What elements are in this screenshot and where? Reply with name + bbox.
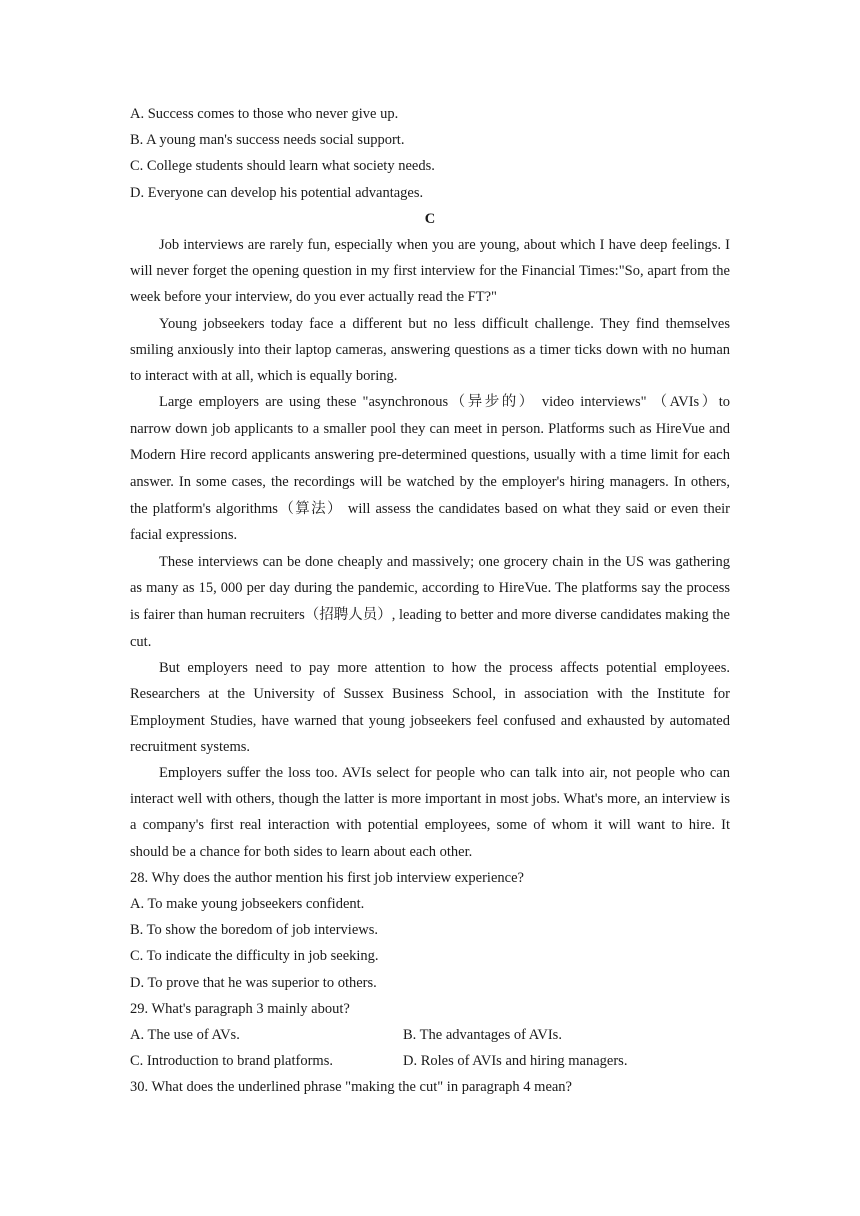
q29-options-row-1 <box>130 1022 730 1048</box>
prev-option-d: D. Everyone can develop his potential advantages. <box>130 184 424 201</box>
q29-option-c: C. Introduction to brand platforms. <box>130 1053 333 1070</box>
section-label: C <box>424 210 436 227</box>
q28-option-a: A. To make young jobseekers confident. <box>130 896 365 912</box>
paragraph-3: Large employers are using these "asynchronous（异步的） video interviews" （AVIs）to narrow down job applicants to a smaller pool they can meet in person. Platforms such as HireVue and Modern Hire record applicants answering pre-determined questions, usually with a time limit for each answer. In some cases, the recordings will be watched by the employer's hiring managers. In others, the platform's algorithms（算法） will assess the candidates based on what they said or even their facial expressions. <box>130 394 730 544</box>
prev-option-b: B. A young man's success needs social support. <box>130 132 405 149</box>
document-page <box>130 101 730 1101</box>
q28-option-b: B. To show the boredom of job interviews. <box>130 922 379 939</box>
q29-option-a: A. The use of AVs. <box>130 1027 240 1044</box>
prev-option-a: A. Success comes to those who never give up. <box>130 106 399 122</box>
paragraph-1: Job interviews are rarely fun, especially when you are young, about which I have deep feelings. I will never forget the opening question in my first interview for the Financial Times:"So, apart from the week before your interview, do you ever actually read the FT?" <box>130 237 730 306</box>
question-28: 28. Why does the author mention his first job interview experience? <box>130 869 524 886</box>
q28-option-c: C. To indicate the difficulty in job seeking. <box>130 948 379 965</box>
paragraph-2: Young jobseekers today face a different but no less difficult challenge. They find themselves smiling anxiously into their laptop cameras, answering questions as a timer ticks down with no human to interact with at all, which is equally boring. <box>130 315 730 385</box>
paragraph-6: Employers suffer the loss too. AVIs select for people who can talk into air, not people who can interact well with others, though the latter is more important in most jobs. What's more, an interview is a company's first real interaction with potential employees, some of whom it will want to hire. It should be a chance for both sides to learn about each other. <box>130 764 730 860</box>
q29-options-row-2 <box>130 1048 730 1074</box>
question-30: 30. What does the underlined phrase "making the cut" in paragraph 4 mean? <box>130 1079 572 1096</box>
prev-option-c: C. College students should learn what society needs. <box>130 158 435 175</box>
q29-option-d: D. Roles of AVIs and hiring managers. <box>403 1053 628 1070</box>
paragraph-5: But employers need to pay more attention to how the process affects potential employees. Researchers at the University of Sussex Business School, in association with the Institute for Employment Studies, have warned that young jobseekers feel confused and exhausted by automated recruitment systems. <box>130 660 730 755</box>
q28-option-d: D. To prove that he was superior to others. <box>130 974 377 991</box>
question-29: 29. What's paragraph 3 mainly about? <box>130 1000 350 1017</box>
q29-option-b: B. The advantages of AVIs. <box>403 1027 562 1044</box>
paragraph-4: These interviews can be done cheaply and massively; one grocery chain in the US was gathering as many as 15, 000 per day during the pandemic, according to HireVue. The platforms say the process is fairer than human recruiters（招聘人员）, leading to better and more diverse candidates making the cut. <box>130 553 730 650</box>
